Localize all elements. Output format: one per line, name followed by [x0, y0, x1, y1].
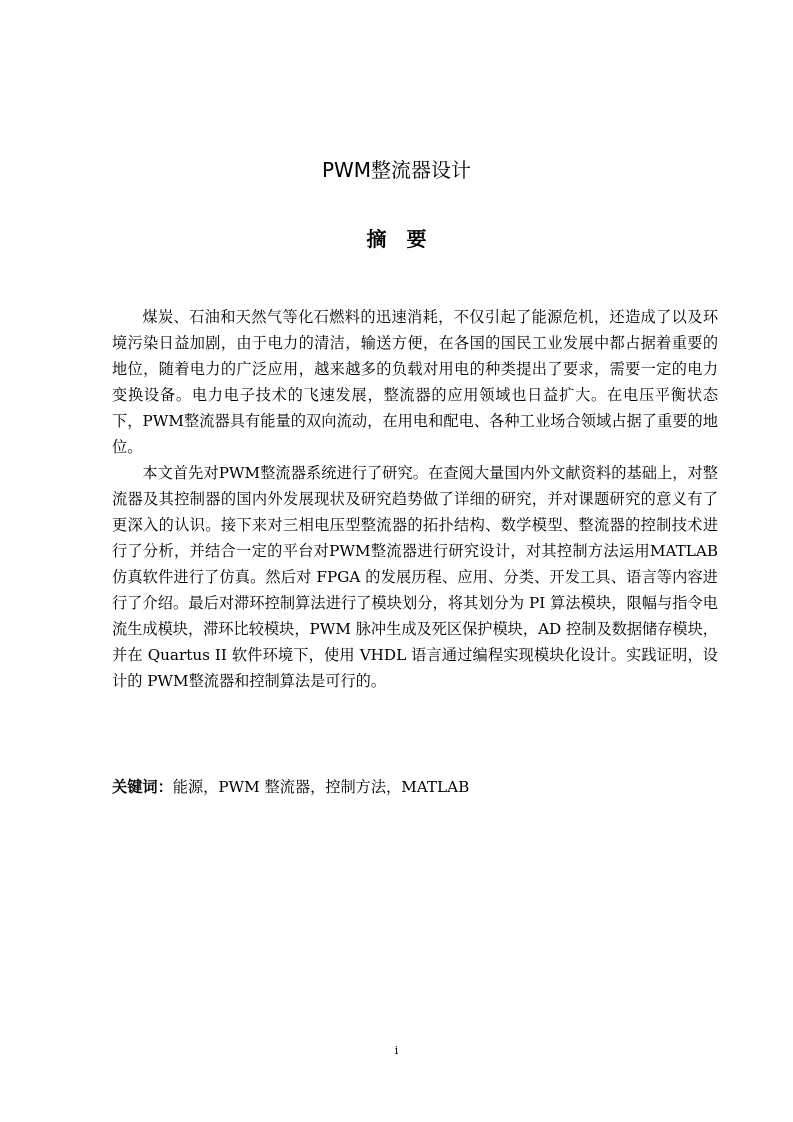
abstract-heading: 摘要	[366, 227, 447, 251]
abstract-paragraph-1: 煤炭、石油和天然气等化石燃料的迅速消耗，不仅引起了能源危机，还造成了以及环境污染日益加剧，由于电力的清洁，输送方便，在各国的国民工业发展中都占据着重要的地位，随着电力的广泛应用，越来越多的负载对用电的种类提出了要求，需要一定的电力变换设备。电力电子技术的飞速发展，整流器的应用领域也日益扩大。在电压平衡状态下，PWM整流器具有能量的双向流动，在用电和配电、各种工业场合领域占据了重要的地位。	[112, 308, 718, 456]
page-number: i	[394, 1044, 399, 1057]
document-title: PWM整流器设计	[321, 158, 472, 182]
keywords-text: 能源，PWM 整流器，控制方法，MATLAB	[172, 778, 470, 796]
abstract-body	[112, 304, 718, 694]
keywords-label: 关键词：	[112, 778, 173, 796]
keywords-line	[112, 776, 718, 798]
abstract-paragraph-2: 本文首先对PWM整流器系统进行了研究。在查阅大量国内外文献资料的基础上，对整流器及其控制器的国内外发展现状及研究趋势做了详细的研究，并对课题研究的意义有了更深入的认识。接下来对三相电压型整流器的拓扑结构、数学模型、整流器的控制技术进行了分析，并结合一定的平台对PWM整流器进行研究设计，对其控制方法运用MATLAB 仿真软件进行了仿真。然后对 FPGA 的发展历程、应用、分类、开发工具、语言等内容进行了介绍。最后对滞环控制算法进行了模块划分，将其划分为 PI 算法模块，限幅与指令电流生成模块，滞环比较模块，PWM 脉冲生成及死区保护模块，AD 控制及数据储存模块，并在 Quartus II 软件环境下，使用 VHDL 语言通过编程实现模块化设计。实践证明，设计的 PWM整流器和控制算法是可行的。	[112, 464, 718, 690]
